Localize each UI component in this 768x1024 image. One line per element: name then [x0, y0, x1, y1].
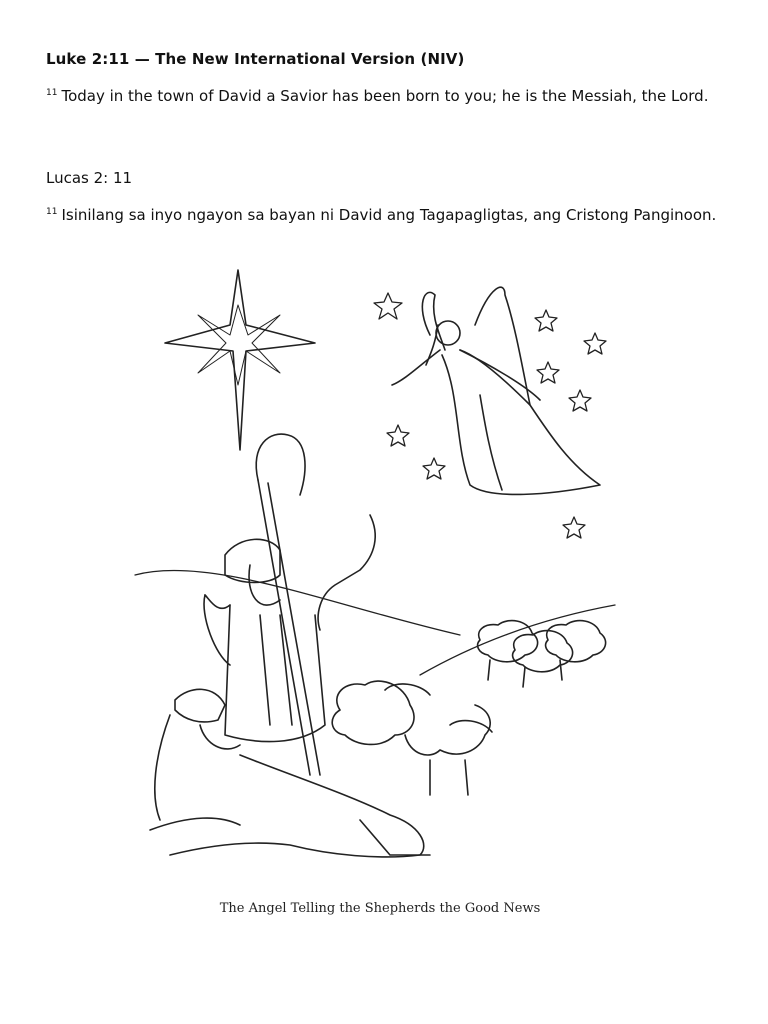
sheep-icon [478, 621, 606, 687]
verse-text: Isinilang sa inyo ngayon sa bayan ni David ang Tagapagligtas, ang Cristong Panginoon. [61, 206, 717, 224]
verse-number: 11 [46, 207, 58, 217]
star-of-bethlehem-icon [165, 270, 315, 450]
verse-text: Today in the town of David a Savior has been born to you; he is the Messiah, the Lord. [61, 87, 709, 105]
angel-icon [392, 287, 600, 494]
shepherd-icon [204, 515, 375, 742]
tagalog-reference: Lucas 2: 11 [46, 169, 133, 187]
shepherd-icon [150, 689, 430, 857]
verse-english [46, 76, 746, 113]
verse-tagalog [46, 195, 746, 232]
page-title: Luke 2:11 — The New International Version (NIV) [46, 50, 465, 68]
star-icon [374, 293, 606, 538]
sheep-icon [332, 681, 492, 795]
nativity-illustration [130, 255, 630, 915]
verse-number: 11 [46, 88, 58, 98]
illustration-caption: The Angel Telling the Shepherds the Good News [219, 901, 541, 916]
